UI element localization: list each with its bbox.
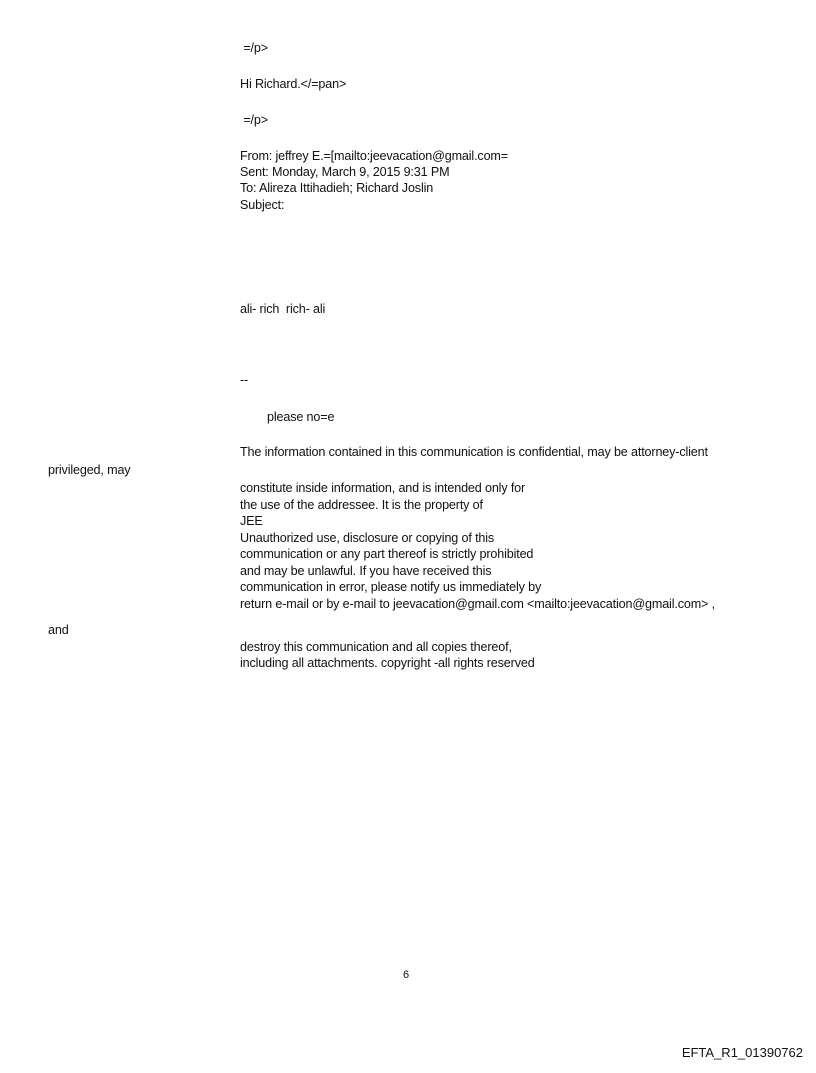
signature-note: please no=e [267,410,335,424]
html-fragment: =/p> [240,41,268,55]
page-number: 6 [403,969,409,981]
disclaimer-line: destroy this communication and all copies thereof, [240,640,512,654]
disclaimer-line: Unauthorized use, disclosure or copying of this [240,531,495,545]
disclaimer-line: privileged, may [48,463,131,477]
disclaimer-line: return e-mail or by e-mail to jeevacation@gmail.com <mailto:jeevacation@gmail.com> , [240,597,715,611]
disclaimer-line: and may be unlawful. If you have received this [240,564,492,578]
bates-number: EFTA_R1_01390762 [681,1045,803,1060]
signature-separator: -- [240,373,249,387]
header-from: From: jeffrey E.=[mailto:jeevacation@gmail.com= [240,149,508,163]
disclaimer-line: constitute inside information, and is intended only for [240,481,526,495]
message-body: ali- rich rich- ali [240,302,326,316]
header-sent: Sent: Monday, March 9, 2015 9:31 PM [240,165,450,179]
header-to: To: Alireza Ittihadieh; Richard Joslin [240,181,434,195]
disclaimer-line: JEE [240,514,263,528]
disclaimer-line: the use of the addressee. It is the property of [240,498,483,512]
greeting: Hi Richard.</=pan> [240,77,347,91]
disclaimer-line: The information contained in this communication is confidential, may be attorney-client [240,445,708,459]
disclaimer-line: communication or any part thereof is strictly prohibited [240,547,534,561]
html-fragment: =/p> [240,113,268,127]
disclaimer-line: communication in error, please notify us immediately by [240,580,542,594]
header-subject: Subject: [240,198,285,212]
disclaimer-line: and [48,623,69,637]
disclaimer-line: including all attachments. copyright -all rights reserved [240,656,535,670]
